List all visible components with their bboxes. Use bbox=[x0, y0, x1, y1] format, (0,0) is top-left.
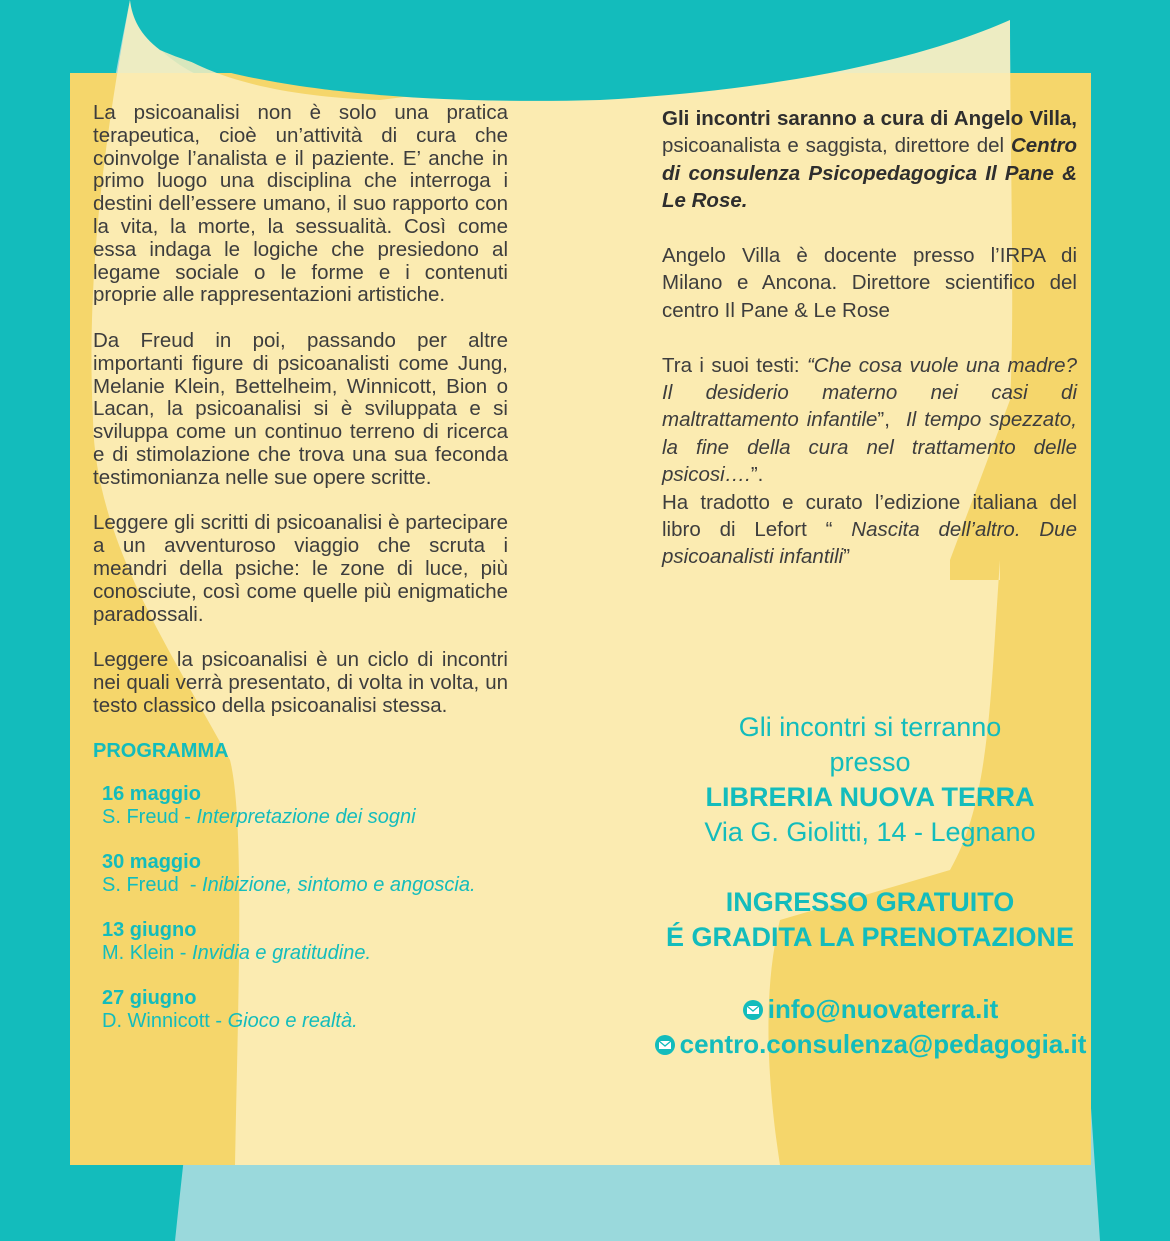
curatore-lead: Gli incontri saranno a cura di Angelo Villa, bbox=[662, 107, 1077, 130]
tradotto-title: Nascita dell’altro. Due psicoanalisti infantili bbox=[662, 518, 1077, 569]
venue-line-2: presso bbox=[829, 747, 911, 777]
testi-intro: Tra i suoi testi: bbox=[662, 353, 807, 377]
curatore-column bbox=[662, 105, 1077, 571]
envelope-icon bbox=[742, 999, 764, 1021]
intro-paragraph-1: La psicoanalisi non è solo una pratica terapeutica, cioè un’attività di cura che coinvolge l’analista e il paziente. E’ anche in primo luogo una disciplina che interroga i destini dell’essere umano, il suo rapporto con la vita, la morte, la sessualità. Così come essa indaga le logiche che presiedono al legame sociale o le forme e i contenuti proprie alle rappresentazioni artistiche. bbox=[93, 101, 508, 307]
contact-email-2[interactable] bbox=[650, 1027, 1090, 1062]
programma-title: PROGRAMMA bbox=[93, 740, 229, 763]
programma-line bbox=[102, 942, 508, 965]
intro-paragraph-2: Da Freud in poi, passando per altre importanti figure di psicoanalisti come Jung, Melanie Klein, Bettelheim, Winnicott, Bion o Lacan, la psicoanalisi si è sviluppata e si sviluppa come un continuo terreno di ricerca e di stimolazione che trova una sua feconda testimonianza nelle sue opere scritte. bbox=[93, 328, 508, 489]
programma-date: 30 maggio bbox=[102, 851, 201, 874]
venue-name: LIBRERIA NUOVA TERRA bbox=[705, 782, 1035, 812]
intro-column bbox=[93, 102, 508, 1055]
ingresso-line-2: É GRADITA LA PRENOTAZIONE bbox=[666, 922, 1074, 952]
testi-end: ”. bbox=[750, 463, 764, 487]
programma-line bbox=[102, 806, 508, 829]
contacts-block bbox=[650, 992, 1090, 1062]
programma-date: 13 giugno bbox=[102, 919, 197, 942]
ingresso-block bbox=[650, 885, 1090, 955]
programma-line bbox=[102, 1010, 508, 1033]
programma-author: D. Winnicott - bbox=[102, 1010, 228, 1033]
ingresso-line-1: INGRESSO GRATUITO bbox=[725, 887, 1015, 917]
tradotto-text: Ha tradotto e curato l’edizione italiana del libro di Lefort “ bbox=[662, 490, 1077, 542]
programma-author: M. Klein - bbox=[102, 942, 193, 965]
curatore-testi bbox=[662, 352, 1077, 489]
programma-line bbox=[102, 874, 508, 897]
programma-author: S. Freud - bbox=[102, 874, 203, 897]
testi-title-1: “Che cosa vuole una madre? Il desiderio materno nei casi di maltrattamento infantile bbox=[662, 353, 1077, 432]
programma-work: Interpretazione dei sogni bbox=[196, 806, 416, 829]
curatore-traduzione bbox=[662, 489, 1077, 571]
programma-date: 16 maggio bbox=[102, 783, 201, 806]
email-1-text[interactable]: info@nuovaterra.it bbox=[767, 994, 999, 1024]
programma-item bbox=[102, 987, 508, 1033]
programma-work: Invidia e gratitudine. bbox=[192, 942, 372, 965]
testi-title-2: Il tempo spezzato, la fine della cura nel trattamento delle psicosi…. bbox=[662, 408, 1077, 487]
curatore-intro bbox=[662, 105, 1077, 215]
envelope-icon bbox=[654, 1034, 676, 1056]
centro-name: Centro di consulenza Psicopedagogica Il Pane & Le Rose. bbox=[662, 134, 1077, 213]
intro-paragraph-4: Leggere la psicoanalisi è un ciclo di incontri nei quali verrà presentato, di volta in volta, un testo classico della psicoanalisi stessa. bbox=[93, 648, 508, 717]
intro-paragraph-3: Leggere gli scritti di psicoanalisi è partecipare a un avventuroso viaggio che scruta i meandri della psiche: le zone di luce, più conosciute, così come quelle più enigmatiche paradossali. bbox=[93, 511, 508, 626]
programma-item bbox=[102, 851, 508, 897]
programma-work: Inibizione, sintomo e angoscia. bbox=[202, 874, 476, 897]
venue-address: Via G. Giolitti, 14 - Legnano bbox=[704, 817, 1036, 847]
testi-sep: ”, bbox=[877, 408, 906, 432]
email-2-text[interactable]: centro.consulenza@pedagogia.it bbox=[679, 1029, 1087, 1059]
venue-block bbox=[650, 710, 1090, 850]
contact-email-1[interactable] bbox=[650, 992, 1090, 1027]
curatore-role: psicoanalista e saggista, direttore del bbox=[662, 134, 1011, 158]
tradotto-end: ” bbox=[843, 545, 851, 569]
programma-author: S. Freud - bbox=[102, 806, 197, 829]
programma-work: Gioco e realtà. bbox=[227, 1010, 358, 1033]
programma-date: 27 giugno bbox=[102, 987, 197, 1010]
programma-item bbox=[102, 783, 508, 829]
programma-item bbox=[102, 919, 508, 965]
venue-line-1: Gli incontri si terranno bbox=[738, 712, 1002, 742]
curatore-bio: Angelo Villa è docente presso l’IRPA di Milano e Ancona. Direttore scientifico del centro Il Pane & Le Rose bbox=[662, 244, 1077, 322]
